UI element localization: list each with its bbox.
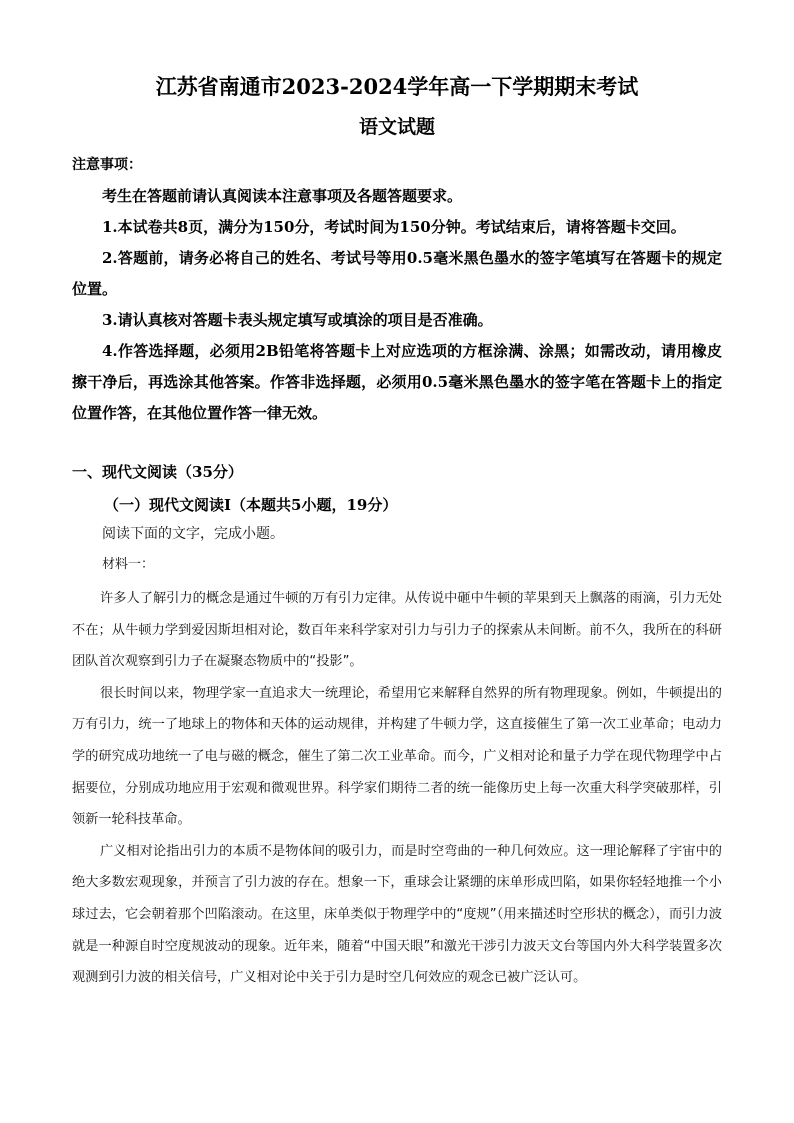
instruction-item-1: 1.本试卷共8页，满分为150分，考试时间为150分钟。考试结束后，请将答题卡交回。 — [102, 218, 686, 236]
reading-material — [72, 583, 722, 994]
instruction-item-4: 4.作答选择题，必须用2B铅笔将答题卡上对应选项的方框涂满、涂黑；如需改动，请用橡皮擦干净后，再选涂其他答案。作答非选择题，必须用0.5毫米黑色墨水的签字笔在答题卡上的指定位置作答，在其他位置作答一律无效。 — [72, 342, 722, 422]
instructions-heading: 注意事项： — [72, 157, 142, 173]
material-label: 材料一： — [102, 557, 155, 572]
subsection-heading: （一）现代文阅读Ⅰ（本题共5小题，19分） — [104, 496, 398, 514]
instruction-item-3: 3.请认真核对答题卡表头规定填写或填涂的项目是否准确。 — [102, 311, 493, 329]
instruction-item-2: 2.答题前，请务必将自己的姓名、考试号等用0.5毫米黑色墨水的签字笔填写在答题卡的规定位置。 — [72, 249, 722, 298]
exam-title: 江苏省南通市2023-2024学年高一下学期期末考试 — [155, 74, 639, 99]
material-paragraph-2: 很长时间以来，物理学家一直追求大一统理论，希望用它来解释自然界的所有物理现象。例如，牛顿提出的万有引力，统一了地球上的物体和天体的运动规律，并构建了牛顿力学，这直接催生了第一次工业革命；电动力学的研究成功地统一了电与磁的概念，催生了第二次工业革命。而今，广义相对论和量子力学在现代物理学中占据要位，分别成功地应用于宏观和微观世界。科学家们期待二者的统一能像历史上每一次重大科学突破那样，引领新一轮科技革命。 — [72, 685, 722, 828]
material-paragraph-1: 许多人了解引力的概念是通过牛顿的万有引力定律。从传说中砸中牛顿的苹果到天上飘落的雨滴，引力无处不在；从牛顿力学到爱因斯坦相对论，数百年来科学家对引力与引力子的探索从未间断。前不久，我所在的科研团队首次观察到引力子在凝聚态物质中的“投影”。 — [72, 591, 722, 670]
exam-subject: 语文试题 — [358, 116, 435, 138]
instructions-intro: 考生在答题前请认真阅读本注意事项及各题答题要求。 — [102, 187, 463, 205]
reading-task: 阅读下面的文字，完成小题。 — [102, 526, 284, 542]
material-paragraph-3: 广义相对论指出引力的本质不是物体间的吸引力，而是时空弯曲的一种几何效应。这一理论解释了宇宙中的绝大多数宏观现象，并预言了引力波的存在。想象一下，重球会让紧绷的床单形成凹陷，如果你轻轻地推一个小球过去，它会朝着那个凹陷滚动。在这里，床单类似于物理学中的“度规”（用来描述时空形状的概念），而引力波就是一种源自时空度规波动的现象。近年来，随着“中国天眼”和激光干涉引力波天文台等国内外大科学装置多次观测到引力波的相关信号，广义相对论中关于引力是时空几何效应的观念已被广泛认可。 — [72, 843, 722, 986]
instructions-block — [72, 150, 722, 429]
section-heading: 一、现代文阅读（35分） — [72, 463, 243, 481]
